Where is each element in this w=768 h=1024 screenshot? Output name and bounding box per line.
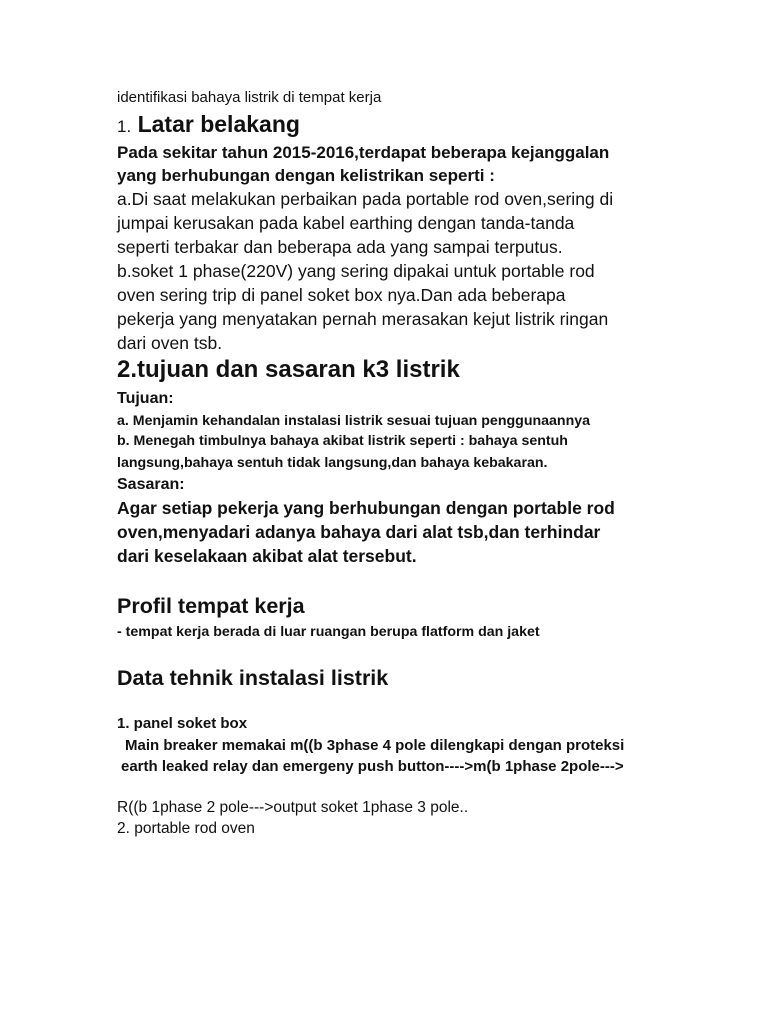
section1-number: 1. bbox=[117, 117, 132, 136]
section1-paragraph-line: oven sering trip di panel soket box nya.Dan ada beberapa bbox=[117, 285, 566, 305]
data-tehnik-item1-detail: earth leaked relay dan emergeny push button---->m(b 1phase 2pole---> bbox=[121, 758, 624, 775]
data-tehnik-continuation: R((b 1phase 2 pole--->output soket 1phase 3 pole.. bbox=[117, 799, 469, 816]
section1-title: Latar belakang bbox=[137, 111, 300, 137]
profil-text: - tempat kerja berada di luar ruangan berupa flatform dan jaket bbox=[117, 624, 540, 640]
tujuan-item: a. Menjamin kehandalan instalasi listrik sesuai tujuan penggunaannya bbox=[117, 413, 591, 429]
tujuan-label: Tujuan: bbox=[117, 390, 174, 407]
data-tehnik-title: Data tehnik instalasi listrik bbox=[117, 666, 389, 690]
section1-intro-line: yang berhubungan dengan kelistrikan seperti : bbox=[117, 166, 495, 185]
sasaran-text-line: Agar setiap pekerja yang berhubungan dengan portable rod bbox=[117, 498, 615, 518]
profil-title: Profil tempat kerja bbox=[117, 594, 305, 618]
section2-title: 2.tujuan dan sasaran k3 listrik bbox=[117, 356, 460, 383]
tujuan-item: langsung,bahaya sentuh tidak langsung,dan bahaya kebakaran. bbox=[117, 455, 548, 471]
data-tehnik-item2: 2. portable rod oven bbox=[117, 820, 255, 837]
document-heading-line: identifikasi bahaya listrik di tempat kerja bbox=[117, 89, 382, 106]
section1-paragraph-line: seperti terbakar dan beberapa ada yang sampai terputus. bbox=[117, 237, 563, 257]
section1-paragraph-line: dari oven tsb. bbox=[117, 333, 223, 353]
sasaran-text-line: dari keselakaan akibat alat tersebut. bbox=[117, 546, 417, 566]
tujuan-item: b. Menegah timbulnya bahaya akibat listrik seperti : bahaya sentuh bbox=[117, 433, 568, 449]
data-tehnik-item1-detail: Main breaker memakai m((b 3phase 4 pole dilengkapi dengan proteksi bbox=[125, 737, 625, 754]
section1-paragraph-line: b.soket 1 phase(220V) yang sering dipakai untuk portable rod bbox=[117, 261, 595, 281]
section1-paragraph-line: a.Di saat melakukan perbaikan pada portable rod oven,sering di bbox=[117, 189, 614, 209]
data-tehnik-item1: 1. panel soket box bbox=[117, 715, 248, 732]
section1-paragraph-line: pekerja yang menyatakan pernah merasakan kejut listrik ringan bbox=[117, 309, 609, 329]
section1-heading bbox=[117, 111, 300, 138]
sasaran-label: Sasaran: bbox=[117, 476, 185, 493]
section1-paragraph-line: jumpai kerusakan pada kabel earthing dengan tanda-tanda bbox=[117, 213, 575, 233]
sasaran-text-line: oven,menyadari adanya bahaya dari alat tsb,dan terhindar bbox=[117, 522, 601, 542]
section1-intro-line: Pada sekitar tahun 2015-2016,terdapat beberapa kejanggalan bbox=[117, 143, 610, 162]
